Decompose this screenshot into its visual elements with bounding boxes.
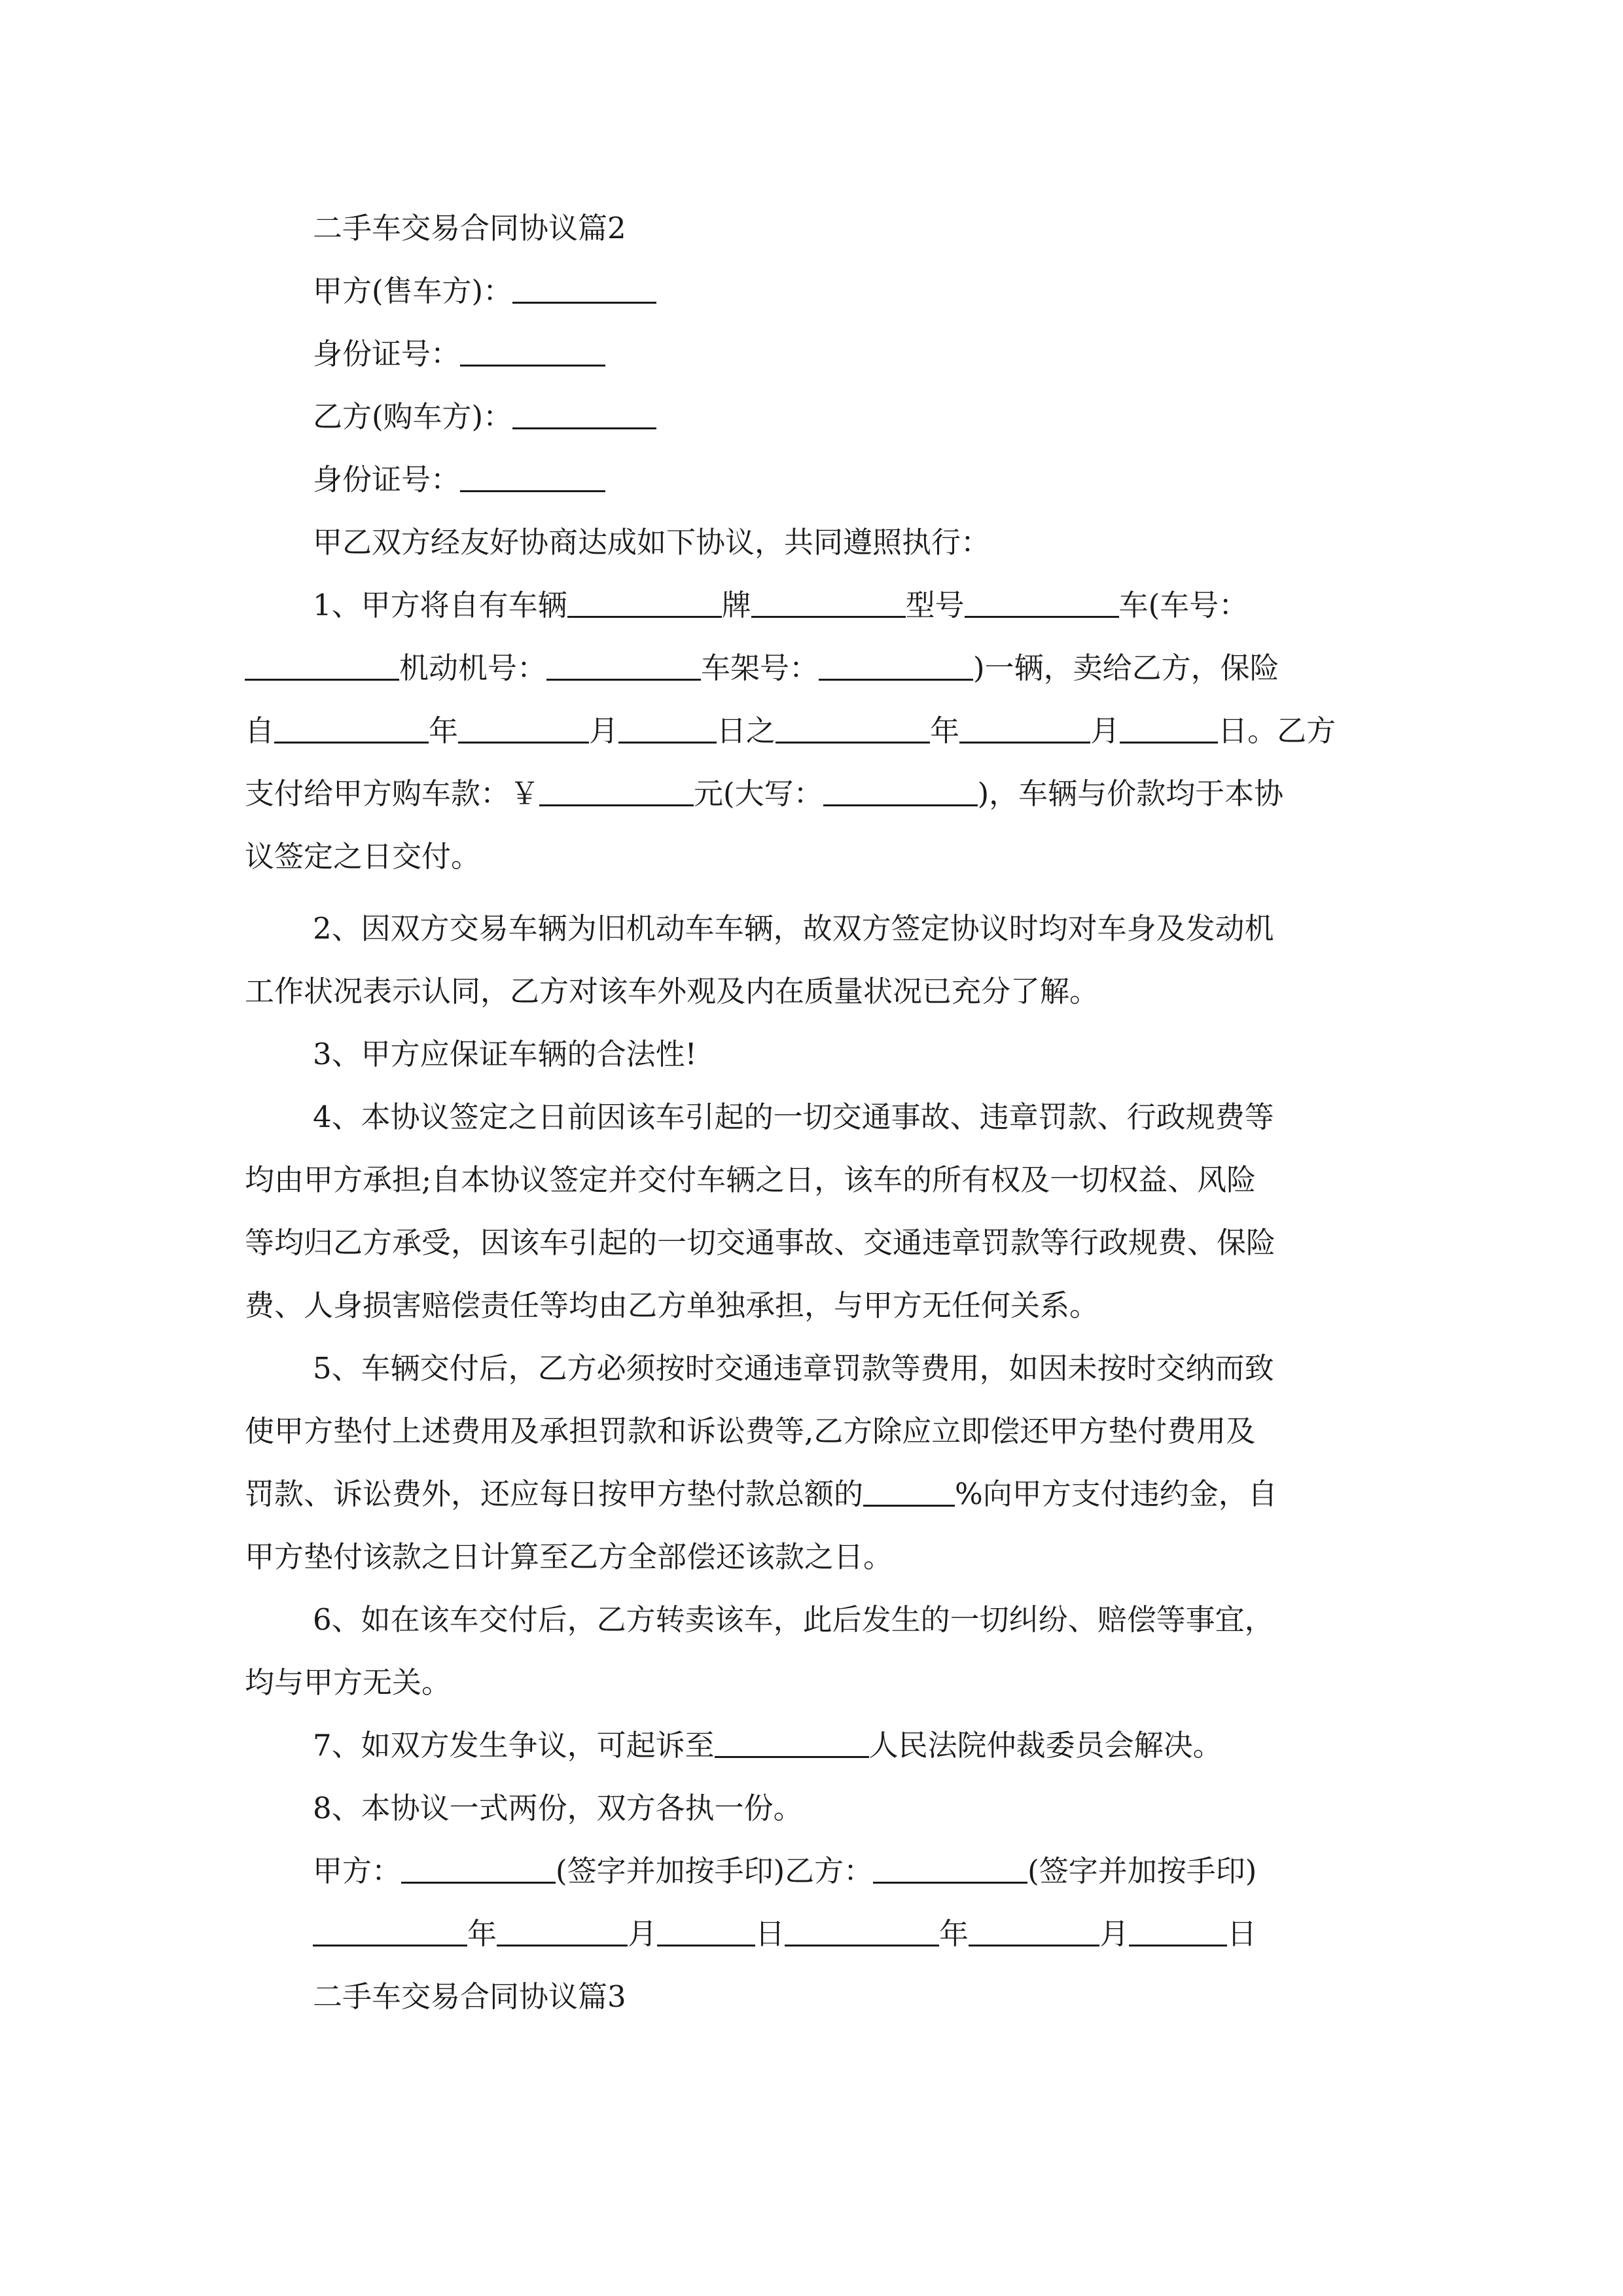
clause-5-line-3: [245, 1479, 1277, 1509]
clause-text: 议签定之日交付。: [245, 839, 481, 874]
party-a-day-blank: [657, 1921, 755, 1946]
clause-text: 年: [429, 713, 459, 748]
clause-1-line-4: [245, 776, 1284, 811]
clause-text: 月: [589, 713, 619, 748]
date-text: 日: [1227, 1916, 1257, 1951]
party-a-id-blank: [460, 341, 605, 367]
clause-text: 工作状况表示认同，乙方对该车外观及内在质量状况已充分了解。: [245, 974, 1099, 1009]
party-a-month-blank: [497, 1921, 628, 1946]
clause-text: 元(大写：: [694, 776, 823, 811]
party-b-id-blank: [460, 467, 605, 492]
clause-text: 7、如双方发生争议，可起诉至: [313, 1728, 715, 1763]
clause-text: 2、因双方交易车辆为旧机动车车辆，故双方签定协议时均对车身及发动机: [313, 911, 1274, 946]
clause-text: )，车辆与价款均于本协: [977, 776, 1284, 811]
party-b-day-blank: [1129, 1921, 1227, 1946]
intro-text: 甲乙双方经友好协商达成如下协议，共同遵照执行：: [313, 525, 991, 560]
brand-blank: [567, 592, 722, 618]
id-number-label: 身份证号：: [313, 336, 461, 371]
clause-text: 日。乙方: [1218, 713, 1336, 748]
clause-text: 年: [930, 713, 960, 748]
clause-text: 8、本协议一式两份，双方各执一份。: [313, 1791, 803, 1825]
penalty-rate-blank: [863, 1481, 955, 1507]
clause-5-line-4: [245, 1539, 893, 1574]
party-b-blank: [512, 404, 656, 429]
clause-7: [313, 1728, 1222, 1763]
engine-number-blank: [546, 655, 701, 681]
clause-4-line-2: [245, 1162, 1257, 1197]
heading-text: 二手车交易合同协议篇2: [313, 211, 626, 245]
clause-2-line-1: [313, 911, 1274, 946]
clause-text: 5、车辆交付后，乙方必须按时交通违章罚款等费用，如因未按时交纳而致: [313, 1351, 1274, 1386]
clause-text: 使甲方垫付上述费用及承担罚款和诉讼费等,乙方除应立即偿还甲方垫付费用及: [245, 1414, 1256, 1448]
clause-text: 支付给甲方购车款：￥: [245, 776, 540, 811]
clause-4-line-3: [245, 1225, 1276, 1260]
clause-3: [313, 1039, 697, 1069]
clause-text: %向甲方支付违约金，自: [955, 1477, 1277, 1511]
clause-text: 等均归乙方承受，因该车引起的一切交通事故、交通违章罚款等行政规费、保险: [245, 1225, 1276, 1260]
insurance-end-day-blank: [1120, 718, 1218, 744]
clause-1-line-3: [245, 713, 1336, 748]
clause-text: 罚款、诉讼费外，还应每日按甲方垫付款总额的: [245, 1477, 864, 1511]
clause-4-line-1: [313, 1102, 1274, 1132]
date-row: [313, 1916, 1257, 1951]
clause-6-line-2: [245, 1665, 452, 1700]
price-number-blank: [539, 781, 694, 806]
party-a-row: [313, 276, 656, 306]
clause-4-line-4: [245, 1288, 1099, 1323]
model-blank: [751, 592, 906, 618]
party-a-label: 甲方(售车方)：: [313, 274, 513, 308]
insurance-end-year-blank: [776, 718, 930, 744]
insurance-start-year-blank: [274, 718, 429, 744]
vehicle-type-blank: [965, 592, 1119, 618]
clause-5-line-1: [313, 1351, 1274, 1386]
section-heading: [313, 213, 626, 243]
clause-2-line-2: [245, 974, 1099, 1009]
party-a-id-row: [313, 336, 605, 371]
clause-1-line-5: [245, 839, 481, 874]
clause-text: 牌: [721, 588, 751, 622]
court-blank: [715, 1732, 869, 1758]
clause-text: 3、甲方应保证车辆的合法性!: [313, 1037, 697, 1071]
party-b-label: 乙方(购车方)：: [313, 399, 513, 434]
sign-note: (签字并加按手印)乙方：: [556, 1854, 874, 1888]
signature-row: [313, 1856, 1257, 1886]
clause-text: 月: [1090, 713, 1120, 748]
plate-number-blank: [245, 655, 399, 681]
clause-text: 1、甲方将自有车辆: [313, 588, 567, 622]
clause-text: 甲方垫付该款之日计算至乙方全部偿还该款之日。: [245, 1539, 893, 1574]
clause-8: [313, 1793, 803, 1823]
clause-text: 均由甲方承担;自本协议签定并交付车辆之日，该车的所有权及一切权益、风险: [245, 1162, 1257, 1197]
date-text: 日: [755, 1916, 785, 1951]
party-b-id-row: [313, 462, 605, 497]
date-text: 年: [939, 1916, 969, 1951]
clause-text: 4、本协议签定之日前因该车引起的一切交通事故、违章罚款、行政规费等: [313, 1100, 1274, 1134]
party-a-year-blank: [313, 1921, 467, 1946]
insurance-start-day-blank: [618, 718, 717, 744]
clause-text: 型号: [905, 588, 965, 622]
clause-6-line-1: [313, 1602, 1274, 1637]
clause-text: 费、人身损害赔偿责任等均由乙方单独承担，与甲方无任何关系。: [245, 1288, 1099, 1323]
insurance-end-month-blank: [959, 718, 1090, 744]
clause-text: )一辆，卖给乙方，保险: [973, 651, 1279, 685]
party-a-blank: [512, 278, 656, 304]
party-b-year-blank: [785, 1921, 939, 1946]
date-text: 年: [467, 1916, 497, 1951]
frame-number-blank: [819, 655, 973, 681]
clause-text: 自: [245, 713, 275, 748]
clause-5-line-2: [245, 1416, 1255, 1446]
date-text: 月: [628, 1916, 658, 1951]
clause-text: 6、如在该车交付后，乙方转卖该车，此后发生的一切纠纷、赔偿等事宜，: [313, 1602, 1274, 1637]
sign-note: (签字并加按手印): [1027, 1854, 1257, 1888]
party-b-month-blank: [969, 1921, 1099, 1946]
clause-text: 机动机号：: [399, 651, 547, 685]
date-text: 月: [1099, 1916, 1130, 1951]
party-a-signature-blank: [401, 1858, 556, 1884]
insurance-start-month-blank: [458, 718, 589, 744]
clause-1-line-2: [245, 653, 1279, 683]
party-b-row: [313, 399, 656, 434]
party-a-sign-label: 甲方：: [313, 1854, 402, 1888]
price-words-blank: [823, 781, 978, 806]
clause-text: 均与甲方无关。: [245, 1665, 452, 1700]
clause-1-line-1: [313, 590, 1248, 620]
party-b-signature-blank: [873, 1858, 1027, 1884]
clause-text: 车(车号：: [1118, 588, 1249, 622]
clause-text: 车架号：: [701, 651, 819, 685]
id-number-label: 身份证号：: [313, 462, 461, 497]
intro-paragraph: [313, 525, 991, 560]
clause-text: 日之: [717, 713, 776, 748]
section-heading: [313, 1979, 626, 2014]
clause-text: 人民法院仲裁委员会解决。: [868, 1728, 1222, 1763]
heading-text: 二手车交易合同协议篇3: [313, 1979, 626, 2014]
